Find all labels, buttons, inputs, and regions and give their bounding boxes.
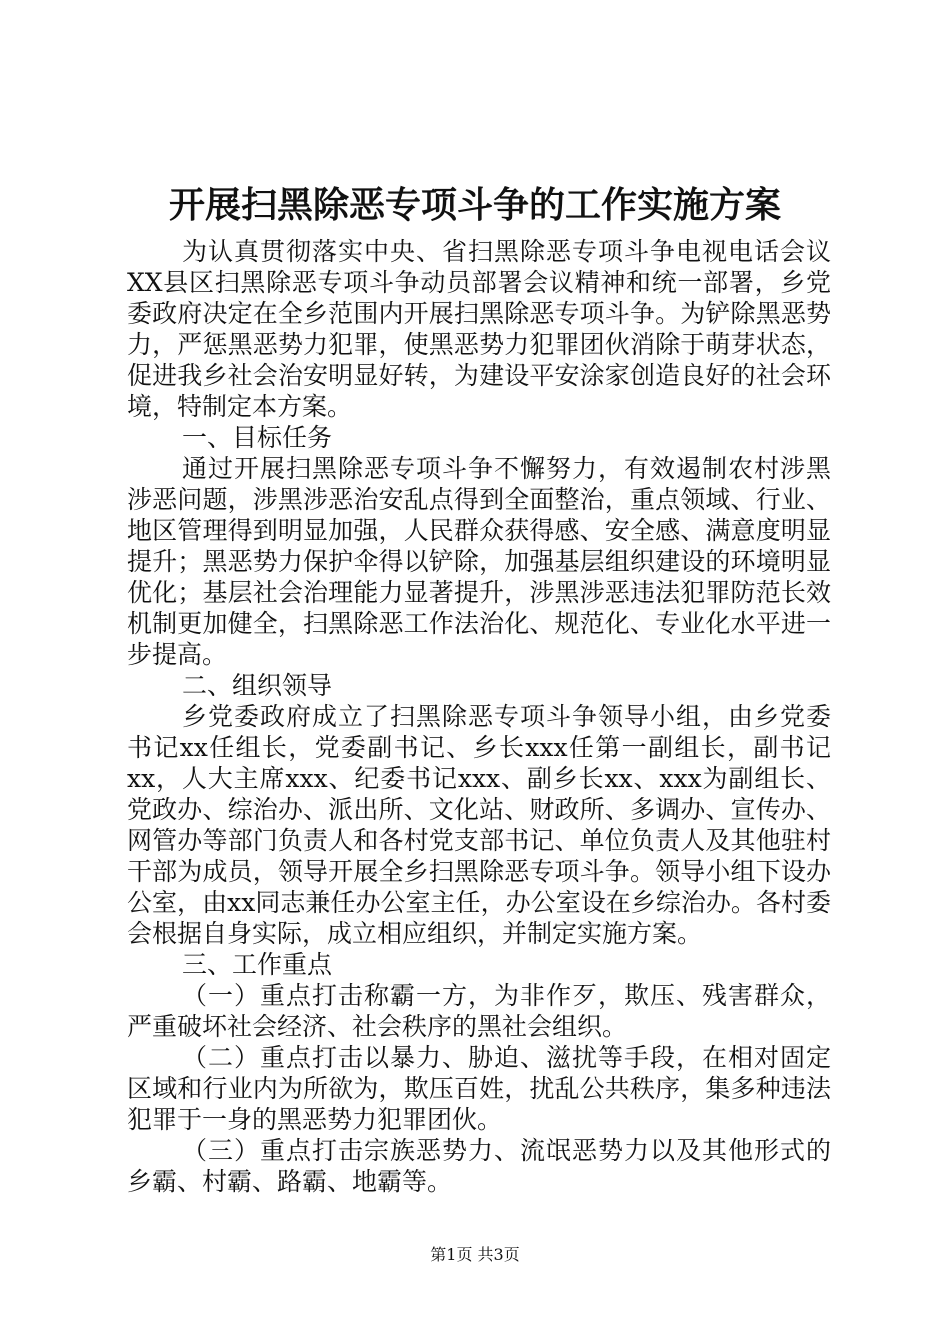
section-heading-focus: 三、工作重点 — [182, 950, 333, 979]
intro-paragraph: 为认真贯彻落实中央、省扫黑除恶专项斗争电视电话会议XX县区扫黑除恶专项斗争动员部署会议精神和统一部署，乡党委政府决定在全乡范围内开展扫黑除恶专项斗争。为铲除黑恶势力，严惩黑恶势力犯罪，使黑恶势力犯罪团伙消除于萌芽状态，促进我乡社会治安明显好转，为建设平安涂家创造良好的社会环境，特制定本方案。 — [127, 237, 831, 421]
organization-paragraph: 乡党委政府成立了扫黑除恶专项斗争领导小组，由乡党委书记xx任组长，党委副书记、乡长xxx任第一副组长，副书记xx，人大主席xxx、纪委书记xxx、副乡长xx、xxx为副组长、党政办、综治办、派出所、文化站、财政所、多调办、宣传办、网管办等部门负责人和各村党支部书记、单位负责人及其他驻村干部为成员，领导开展全乡扫黑除恶专项斗争。领导小组下设办公室，由xx同志兼任办公室主任，办公室设在乡综治办。各村委会根据自身实际，成立相应组织，并制定实施方案。 — [127, 702, 831, 948]
focus-item-2: （二）重点打击以暴力、胁迫、滋扰等手段，在相对固定区域和行业内为所欲为，欺压百姓，扰乱公共秩序，集多种违法犯罪于一身的黑恶势力犯罪团伙。 — [127, 1043, 831, 1134]
page-footer: 第1页 共3页 — [430, 1245, 520, 1264]
section-heading-goals: 一、目标任务 — [182, 423, 333, 452]
focus-item-1: （一）重点打击称霸一方，为非作歹，欺压、残害群众，严重破坏社会经济、社会秩序的黑社会组织。 — [127, 981, 831, 1041]
section-heading-organization: 二、组织领导 — [182, 671, 333, 700]
document-title: 开展扫黑除恶专项斗争的工作实施方案 — [168, 184, 781, 226]
goals-paragraph: 通过开展扫黑除恶专项斗争不懈努力，有效遏制农村涉黑涉恶问题，涉黑涉恶治安乱点得到全面整治，重点领域、行业、地区管理得到明显加强，人民群众获得感、安全感、满意度明显提升；黑恶势力保护伞得以铲除，加强基层组织建设的环境明显优化；基层社会治理能力显著提升，涉黑涉恶违法犯罪防范长效机制更加健全，扫黑除恶工作法治化、规范化、专业化水平进一步提高。 — [127, 454, 831, 669]
focus-item-3: （三）重点打击宗族恶势力、流氓恶势力以及其他形式的乡霸、村霸、路霸、地霸等。 — [127, 1136, 831, 1196]
document-body — [127, 236, 831, 1197]
